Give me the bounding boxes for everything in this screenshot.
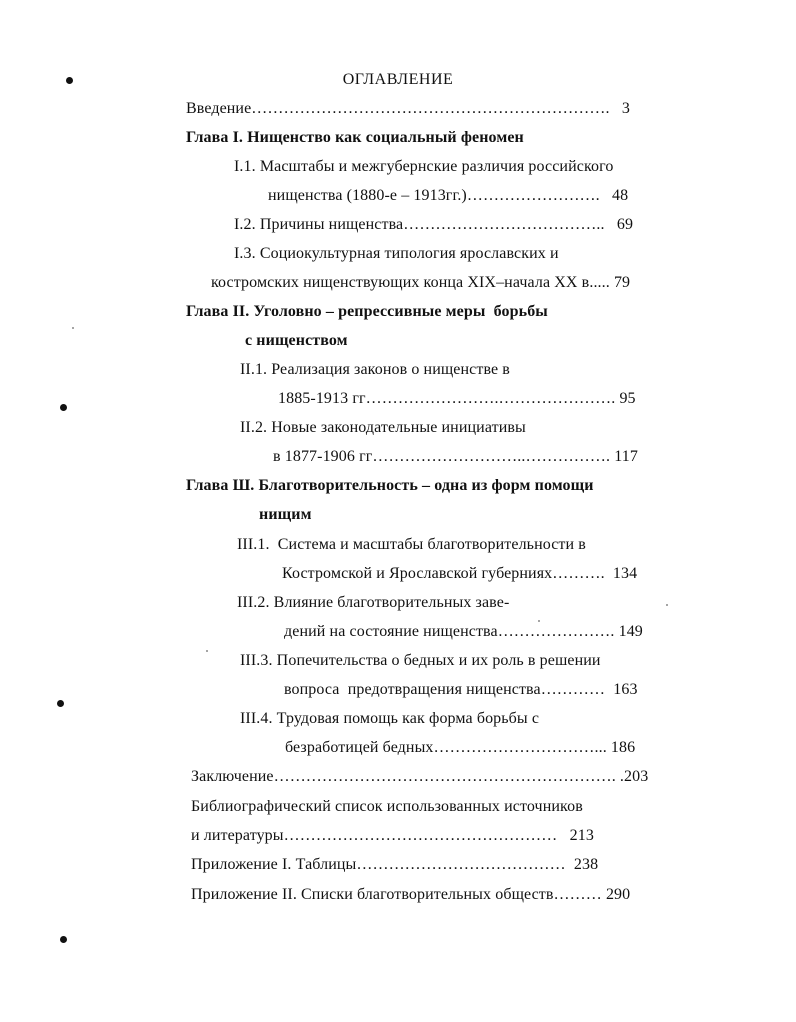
scan-speck [72, 327, 74, 329]
toc-entry-bibliography-cont: и литературы…………………………………………… 213 [191, 827, 594, 844]
toc-chapter-3-title-cont: нищим [259, 506, 312, 523]
toc-section-3-3: III.3. Попечительства о бедных и их роль в решении [240, 652, 601, 669]
toc-section-3-2: III.2. Влияние благотворительных заве- [237, 594, 510, 611]
toc-entry-bibliography: Библиографический список использованных источников [191, 798, 583, 815]
toc-chapter-2-title-cont: с нищенством [245, 332, 348, 349]
binder-hole-mark [57, 700, 64, 707]
toc-section-2-1: II.1. Реализация законов о нищенстве в [240, 361, 510, 378]
toc-section-2-2: II.2. Новые законодательные инициативы [240, 419, 526, 436]
scan-speck [666, 604, 668, 606]
toc-section-3-2-cont: дений на состояние нищенства…………………. 149 [284, 623, 643, 640]
toc-entry-intro: Введение…………………………………………………………. 3 [186, 100, 630, 117]
scan-speck [206, 650, 208, 652]
toc-section-3-4-cont: безработицей бедных…………………………... 186 [285, 739, 636, 756]
toc-section-1-1: I.1. Масштабы и межгубернские различия российского [234, 158, 614, 175]
toc-section-3-1: III.1. Система и масштабы благотворительности в [237, 536, 586, 553]
binder-hole-mark [60, 936, 67, 943]
toc-section-1-2: I.2. Причины нищенства……………………………….. 69 [234, 216, 634, 233]
toc-section-2-1-cont: 1885-1913 гг…………………….…………………. 95 [278, 390, 636, 407]
toc-section-1-3: I.3. Социокультурная типология ярославских и [234, 245, 559, 262]
toc-chapter-1-title: Глава I. Нищенство как социальный феномен [186, 129, 524, 146]
toc-section-1-1-cont: нищенства (1880-е – 1913гг.)……………………. 48 [268, 187, 629, 204]
toc-section-1-3-cont: костромских нищенствующих конца XIX–начала XX в..... 79 [211, 274, 631, 291]
toc-chapter-3-title: Глава Ш. Благотворительность – одна из форм помощи [186, 477, 594, 494]
toc-entry-appendix-2: Приложение II. Списки благотворительных обществ……… 290 [191, 886, 631, 903]
toc-entry-appendix-1: Приложение I. Таблицы………………………………… 238 [191, 856, 599, 873]
binder-hole-mark [60, 404, 67, 411]
toc-section-2-2-cont: в 1877-1906 гг………………………..……………. 117 [273, 448, 638, 465]
toc-section-3-4: III.4. Трудовая помощь как форма борьбы с [240, 710, 540, 727]
toc-entry-conclusion: Заключение………………………………………………………. .203 [191, 768, 649, 785]
page-title: ОГЛАВЛЕНИЕ [342, 71, 454, 88]
toc-section-3-1-cont: Костромской и Ярославской губерниях………. 134 [282, 565, 638, 582]
toc-section-3-3-cont: вопроса предотвращения нищенства………… 163 [284, 681, 638, 698]
toc-chapter-2-title: Глава II. Уголовно – репрессивные меры борьбы [186, 303, 548, 320]
